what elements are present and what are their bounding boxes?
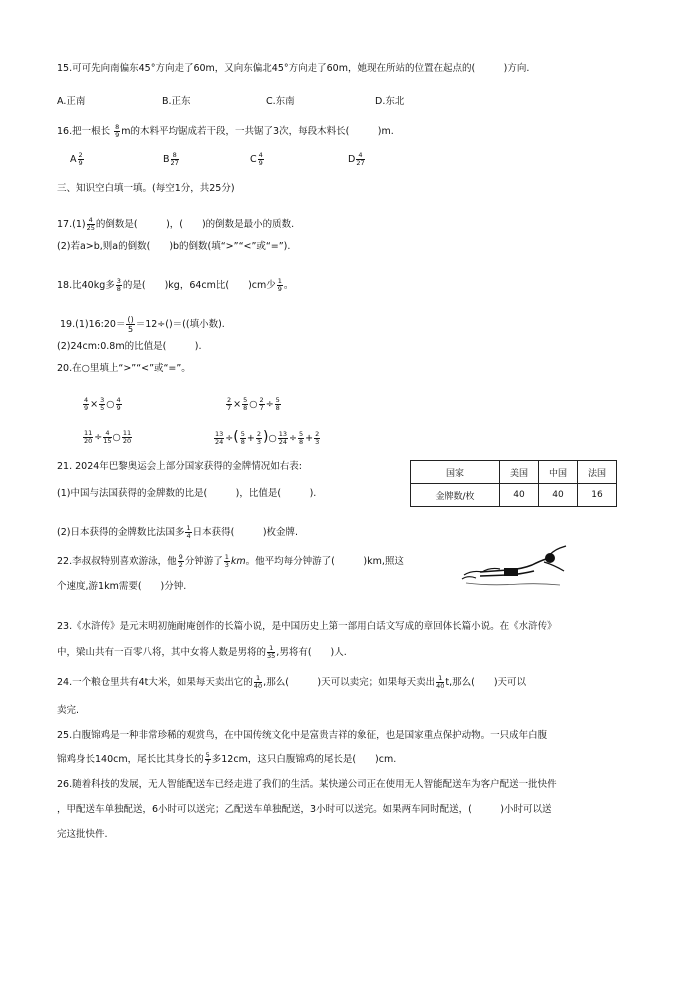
q16-option-d: D $\frac{4}{27}$ [348,151,365,167]
q26-line2: ，甲配送车单独配送，6小时可以送完；乙配送车单独配送，3小时可以送完。如果两车同时配送，( )小时可以送 [57,804,552,815]
compare-circle[interactable]: ○ [106,399,115,410]
q26-line3: 完这批快件. [57,829,108,840]
medal-table [410,460,617,507]
q24-line2: 卖完. [57,705,80,716]
q25-line2: 锦鸡身长140cm，尾长比其身长的 $\frac{5}{7}$ 多12cm，这只白腹锦鸡的尾长是( )cm. [57,751,397,767]
fraction: $\frac{8}{9}$ [115,123,120,139]
q23-line1: 23.《水浒传》是元末明初施耐庵创作的长篇小说，是中国历史上第一部用白话文写成的章回体长篇小说。在《水浒传》 [57,621,557,632]
q20-expr-3: $\frac{11}{20}$ ÷ $\frac{4}{15}$ ○ $\frac{11}{20}$ [84,429,132,445]
q23-line2: 中，梁山共有一百零八将，其中女将人数是男将的 $\frac{1}{35}$ ,男将有( )人. [57,644,347,660]
q16-option-b: B $\frac{8}{27}$ [163,151,179,167]
q24-line1: 24.一个粮仓里共有4t大米，如果每天卖出它的 $\frac{1}{40}$ ,那么( )天可以卖完；如果每天卖出 $\frac{1}{40}$ t,那么( )天可以 [57,674,527,690]
q17-line1: 17.(1) $\frac{4}{25}$ 的倒数是( )，( )的倒数是最小的质数. [57,216,295,232]
q15-option-c: C.东南 [266,96,295,107]
q19-line1: 19.(1)16:20＝ () 5 ＝12÷()＝((填小数). [60,315,225,334]
q16-stem: 16.把一根长 $\frac{8}{9}$ m的木料平均锯成若干段，一共锯了3次，每段木料长( )m. [57,123,394,139]
q21-line3: (2)日本获得的金牌数比法国多 $\frac{1}{4}$ 日本获得( )枚金牌. [57,524,299,540]
q21-line1: 21. 2024年巴黎奥运会上部分国家获得的金牌情况如右表: [57,461,303,472]
q20-expr-4: $\frac{13}{24}$ ÷( $\frac{5}{8}$ + $\frac{2}{3}$ )○ $\frac{13}{24}$ ÷ $\frac{5}{8}$ + $\frac{2}{3}$ [215,429,320,446]
swimmer-illustration [460,545,570,590]
q21-line2: (1)中国与法国获得的金牌数的比是( )，比值是( ). [57,488,317,499]
q15-option-d: D.东北 [375,96,405,107]
q20-expr-2: $\frac{2}{7}$ × $\frac{5}{8}$ ○ $\frac{2}{7}$ ÷ $\frac{5}{8}$ [227,396,280,412]
q20-title: 20.在○里填上“>”“<”或“=”。 [57,363,191,374]
q22-line1: 22.李叔叔特别喜欢游泳，他 $\frac{9}{2}$ 分钟游了 $\frac{1}{3}$ km。他平均每分钟游了( )km,照这 [57,553,404,569]
q22-line2: 个速度,游1km需要( )分钟. [57,581,187,592]
q15-stem: 15.可可先向南偏东45°方向走了60m，又向东偏北45°方向走了60m，她现在所站的位置在起点的( )方向. [57,63,530,74]
q15-option-a: A.正南 [57,96,86,107]
q17-line2: (2)若a>b,则a的倒数( )b的倒数(填“>”“<”或“=”). [57,241,291,252]
q15-option-b: B.正东 [162,96,191,107]
section-heading: 三、知识空白填一填。(每空1分，共25分) [57,183,235,194]
q25-line1: 25.白腹锦鸡是一种非常珍稀的观赏鸟，在中国传统文化中是富贵吉祥的象征，也是国家重点保护动物。一只成年白腹 [57,730,548,741]
q18-stem: 18.比40kg多 $\frac{3}{8}$ 的是( )kg，64cm比( )cm少 $\frac{1}{9}$ 。 [57,277,294,293]
q16-option-a: A $\frac{2}{9}$ [70,151,83,167]
q26-line1: 26.随着科技的发展，无人智能配送车已经走进了我们的生活。某快递公司正在使用无人智能配送车为客户配送一批快件 [57,779,557,790]
q16-option-c: C $\frac{4}{9}$ [250,151,263,167]
q20-expr-1: $\frac{4}{9}$ × $\frac{3}{5}$ ○ $\frac{4}{9}$ [84,396,121,412]
compare-circle[interactable]: ○ [249,399,258,410]
table-row: 国家 美国 中国 法国 [411,461,617,484]
compare-circle[interactable]: ○ [268,433,277,444]
table-row: 金牌数/枚 40 40 16 [411,484,617,507]
compare-circle[interactable]: ○ [112,432,121,443]
q19-line2: (2)24cm:0.8m的比值是( ). [57,341,202,352]
